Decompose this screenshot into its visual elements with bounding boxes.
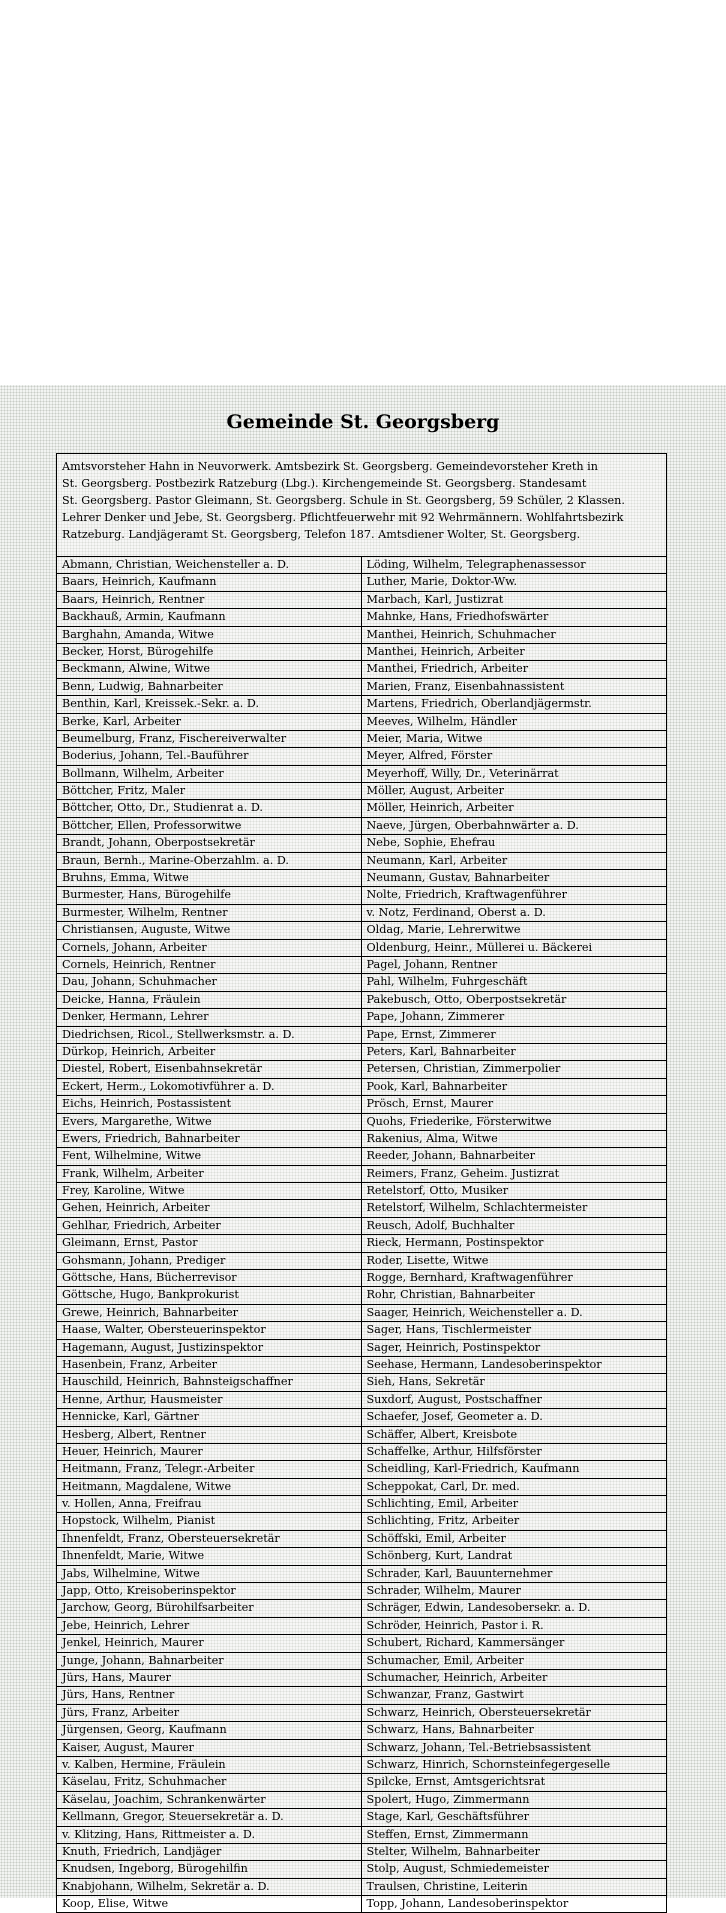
left-column-entry: Eichs, Heinrich, Postassistent — [57, 1096, 362, 1112]
left-column-entry: Heitmann, Franz, Telegr.-Arbeiter — [57, 1461, 362, 1477]
left-column-entry: Baars, Heinrich, Rentner — [57, 592, 362, 608]
right-column-entry: Stelter, Wilhelm, Bahnarbeiter — [366, 1844, 540, 1858]
right-column-entry: Schröder, Heinrich, Pastor i. R. — [366, 1618, 544, 1632]
table-row — [57, 1444, 666, 1461]
right-column-entry: Pahl, Wilhelm, Fuhrgeschäft — [366, 975, 528, 989]
left-column-entry: Kaiser, August, Maurer — [57, 1740, 362, 1756]
right-column-entry: Naeve, Jürgen, Oberbahnwärter a. D. — [366, 818, 579, 832]
right-column-entry: Sieh, Hans, Sekretär — [366, 1375, 485, 1389]
table-row — [57, 887, 666, 904]
right-column-entry: Manthei, Heinrich, Arbeiter — [366, 644, 525, 658]
right-column-entry: Schwanzar, Franz, Gastwirt — [366, 1688, 524, 1702]
intro-line: Ratzeburg. Landjägeramt St. Georgsberg, Telefon 187. Amtsdiener Wolter, St. Georgsberg. — [62, 528, 581, 541]
left-column-entry: Bruhns, Emma, Witwe — [57, 870, 362, 886]
left-column-entry: Barghahn, Amanda, Witwe — [57, 627, 362, 643]
table-row — [57, 853, 666, 870]
right-column-entry: Suxdorf, August, Postschaffner — [366, 1392, 542, 1406]
left-column-entry: Cornels, Heinrich, Rentner — [57, 957, 362, 973]
left-column-entry: Diestel, Robert, Eisenbahnsekretär — [57, 1061, 362, 1077]
table-row — [57, 1235, 666, 1252]
right-column-entry: Steffen, Ernst, Zimmermann — [366, 1827, 529, 1841]
left-column-entry: Böttcher, Otto, Dr., Studienrat a. D. — [57, 800, 362, 816]
table-row — [57, 1879, 666, 1896]
left-column-entry: Koop, Elise, Witwe — [57, 1896, 362, 1912]
left-column-entry: Frey, Karoline, Witwe — [57, 1183, 362, 1199]
table-row — [57, 609, 666, 626]
left-column-entry: Kellmann, Gregor, Steuersekretär a. D. — [57, 1809, 362, 1825]
right-column-entry: Stage, Karl, Geschäftsführer — [366, 1810, 529, 1824]
right-column-entry: Rakenius, Alma, Witwe — [366, 1131, 498, 1145]
right-column-entry: Manthei, Heinrich, Schuhmacher — [366, 627, 556, 641]
intro-line: Lehrer Denker und Jebe, St. Georgsberg. Pflichtfeuerwehr mit 92 Wehrmännern. Wohlfahrtsbezirk — [62, 511, 624, 524]
table-row — [57, 1774, 666, 1791]
left-column-entry: Heuer, Heinrich, Maurer — [57, 1444, 362, 1460]
table-row — [57, 1740, 666, 1757]
right-column-entry: Schlichting, Fritz, Arbeiter — [366, 1514, 520, 1528]
left-column-entry: Dau, Johann, Schuhmacher — [57, 974, 362, 990]
right-column-entry: Scheidling, Karl-Friedrich, Kaufmann — [366, 1462, 580, 1476]
table-row — [57, 1270, 666, 1287]
left-column-entry: Burmester, Wilhelm, Rentner — [57, 905, 362, 921]
table-row — [57, 818, 666, 835]
right-column-entry: Spilcke, Ernst, Amtsgerichtsrat — [366, 1775, 546, 1789]
right-column-entry: v. Notz, Ferdinand, Oberst a. D. — [366, 905, 546, 919]
right-column-entry: Marbach, Karl, Justizrat — [366, 592, 504, 606]
left-column-entry: Japp, Otto, Kreisoberinspektor — [57, 1583, 362, 1599]
right-column-entry: Reusch, Adolf, Buchhalter — [366, 1218, 515, 1232]
table-row — [57, 644, 666, 661]
left-column-entry: Christiansen, Auguste, Witwe — [57, 922, 362, 938]
right-column-entry: Spolert, Hugo, Zimmermann — [366, 1792, 530, 1806]
right-column-entry: Meyer, Alfred, Förster — [366, 749, 493, 763]
table-row — [57, 1131, 666, 1148]
table-row — [57, 1409, 666, 1426]
right-column-entry: Meeves, Wilhelm, Händler — [366, 714, 517, 728]
right-column-entry: Neumann, Gustav, Bahnarbeiter — [366, 871, 550, 885]
right-column-entry: Luther, Marie, Doktor-Ww. — [366, 575, 518, 589]
left-column-entry: Jürs, Franz, Arbeiter — [57, 1705, 362, 1721]
left-column-entry: Knuth, Friedrich, Landjäger — [57, 1844, 362, 1860]
right-column-entry: Mahnke, Hans, Friedhofswärter — [366, 610, 549, 624]
table-row — [57, 748, 666, 765]
left-column-entry: Gohsmann, Johann, Prediger — [57, 1253, 362, 1269]
table-row — [57, 1183, 666, 1200]
left-column-entry: Hagemann, August, Justizinspektor — [57, 1340, 362, 1356]
table-row — [57, 1548, 666, 1565]
right-column-entry: Saager, Heinrich, Weichensteller a. D. — [366, 1305, 583, 1319]
table-row — [57, 1827, 666, 1844]
table-row — [57, 1166, 666, 1183]
left-column-entry: Beckmann, Alwine, Witwe — [57, 661, 362, 677]
table-row — [57, 1705, 666, 1722]
left-column-entry: Knabjohann, Wilhelm, Sekretär a. D. — [57, 1879, 362, 1895]
right-column-entry: Schönberg, Kurt, Landrat — [366, 1549, 513, 1563]
right-column-entry: Schäffer, Albert, Kreisbote — [366, 1427, 518, 1441]
table-row — [57, 974, 666, 991]
intro-line: St. Georgsberg. Postbezirk Ratzeburg (Lbg.). Kirchengemeinde St. Georgsberg. Standesamt — [62, 477, 587, 490]
intro-box — [56, 453, 667, 556]
right-column-entry: Schwarz, Heinrich, Obersteuersekretär — [366, 1705, 591, 1719]
left-column-entry: Backhauß, Armin, Kaufmann — [57, 609, 362, 625]
right-column-entry: Schwarz, Hans, Bahnarbeiter — [366, 1723, 534, 1737]
left-column-entry: Deicke, Hanna, Fräulein — [57, 992, 362, 1008]
right-column-entry: Reeder, Johann, Bahnarbeiter — [366, 1149, 535, 1163]
right-column-entry: Topp, Johann, Landesoberinspektor — [366, 1897, 569, 1911]
left-column-entry: Böttcher, Fritz, Maler — [57, 783, 362, 799]
table-row — [57, 957, 666, 974]
table-row — [57, 1340, 666, 1357]
table-row — [57, 1114, 666, 1131]
left-column-entry: v. Klitzing, Hans, Rittmeister a. D. — [57, 1827, 362, 1843]
right-column-entry: Schumacher, Heinrich, Arbeiter — [366, 1671, 548, 1684]
table-row — [57, 1218, 666, 1235]
table-row — [57, 1635, 666, 1652]
left-column-entry: Hesberg, Albert, Rentner — [57, 1427, 362, 1443]
right-column-entry: Schwarz, Johann, Tel.-Betriebsassistent — [366, 1740, 592, 1754]
left-column-entry: Jarchow, Georg, Bürohilfsarbeiter — [57, 1600, 362, 1616]
left-column-entry: Ihnenfeldt, Marie, Witwe — [57, 1548, 362, 1564]
left-column-entry: Fent, Wilhelmine, Witwe — [57, 1148, 362, 1164]
left-column-entry: Jürs, Hans, Rentner — [57, 1687, 362, 1703]
left-column-entry: Dürkop, Heinrich, Arbeiter — [57, 1044, 362, 1060]
right-column-entry: Oldenburg, Heinr., Müllerei u. Bäckerei — [366, 940, 593, 954]
right-column-entry: Prösch, Ernst, Maurer — [366, 1097, 494, 1111]
left-column-entry: Jürgensen, Georg, Kaufmann — [57, 1722, 362, 1738]
left-column-entry: Gehlhar, Friedrich, Arbeiter — [57, 1218, 362, 1234]
right-column-entry: Scheppokat, Carl, Dr. med. — [366, 1479, 520, 1493]
left-column-entry: Bollmann, Wilhelm, Arbeiter — [57, 766, 362, 782]
table-row — [57, 940, 666, 957]
left-column-entry: Haase, Walter, Obersteuerinspektor — [57, 1322, 362, 1338]
table-row — [57, 1513, 666, 1530]
table-row — [57, 1148, 666, 1165]
right-column-entry: Schaffelke, Arthur, Hilfsförster — [366, 1444, 542, 1458]
left-column-entry: Käselau, Fritz, Schuhmacher — [57, 1774, 362, 1790]
left-column-entry: Jürs, Hans, Maurer — [57, 1670, 362, 1686]
right-column-entry: Schräger, Edwin, Landesobersekr. a. D. — [366, 1601, 591, 1615]
table-row — [57, 783, 666, 800]
left-column-entry: Jebe, Heinrich, Lehrer — [57, 1618, 362, 1634]
table-row — [57, 1722, 666, 1739]
table-row — [57, 870, 666, 887]
right-column-entry: Meier, Maria, Witwe — [366, 731, 483, 745]
table-row — [57, 835, 666, 852]
table-row — [57, 1531, 666, 1548]
left-column-entry: Grewe, Heinrich, Bahnarbeiter — [57, 1305, 362, 1321]
left-column-entry: Hennicke, Karl, Gärtner — [57, 1409, 362, 1425]
left-column-entry: Heitmann, Magdalene, Witwe — [57, 1479, 362, 1495]
right-column-entry: Roder, Lisette, Witwe — [366, 1253, 489, 1267]
right-column-entry: Nebe, Sophie, Ehefrau — [366, 836, 496, 850]
right-column-entry: Schlichting, Emil, Arbeiter — [366, 1497, 519, 1511]
left-column-entry: v. Hollen, Anna, Freifrau — [57, 1496, 362, 1512]
left-column-entry: Braun, Bernh., Marine-Oberzahlm. a. D. — [57, 853, 362, 869]
intro-line: Amtsvorsteher Hahn in Neuvorwerk. Amtsbezirk St. Georgsberg. Gemeindevorsteher Kreth in — [62, 460, 598, 473]
left-column-entry: Berke, Karl, Arbeiter — [57, 714, 362, 730]
table-row — [57, 574, 666, 591]
left-column-entry: Gleimann, Ernst, Pastor — [57, 1235, 362, 1251]
left-column-entry: Ewers, Friedrich, Bahnarbeiter — [57, 1131, 362, 1147]
right-column-entry: Martens, Friedrich, Oberlandjägermstr. — [366, 697, 592, 711]
right-column-entry: Rieck, Hermann, Postinspektor — [366, 1236, 544, 1250]
table-row — [57, 992, 666, 1009]
table-row — [57, 1479, 666, 1496]
table-row — [57, 1757, 666, 1774]
left-column-entry: Abmann, Christian, Weichensteller a. D. — [57, 557, 362, 573]
left-column-entry: Böttcher, Ellen, Professorwitwe — [57, 818, 362, 834]
left-column-entry: Jenkel, Heinrich, Maurer — [57, 1635, 362, 1651]
right-column-entry: Retelstorf, Wilhelm, Schlachtermeister — [366, 1201, 588, 1215]
left-column-entry: Burmester, Hans, Bürogehilfe — [57, 887, 362, 903]
table-row — [57, 1844, 666, 1861]
table-row — [57, 1583, 666, 1600]
right-column-entry: Pook, Karl, Bahnarbeiter — [366, 1079, 508, 1093]
left-column-entry: Beumelburg, Franz, Fischereiverwalter — [57, 731, 362, 747]
table-row — [57, 1861, 666, 1878]
table-row — [57, 1027, 666, 1044]
right-column-entry: Reimers, Franz, Geheim. Justizrat — [366, 1166, 560, 1180]
right-column-entry: Pakebusch, Otto, Oberpostsekretär — [366, 992, 567, 1006]
left-column-entry: Hasenbein, Franz, Arbeiter — [57, 1357, 362, 1373]
table-row — [57, 1687, 666, 1704]
right-column-entry: Schaefer, Josef, Geometer a. D. — [366, 1410, 543, 1424]
table-row — [57, 1079, 666, 1096]
resident-table — [56, 556, 667, 1913]
left-column-entry: Brandt, Johann, Oberpostsekretär — [57, 835, 362, 851]
table-row — [57, 1809, 666, 1826]
table-row — [57, 592, 666, 609]
right-column-entry: Neumann, Karl, Arbeiter — [366, 853, 508, 867]
table-row — [57, 1009, 666, 1026]
right-column-entry: Rogge, Bernhard, Kraftwagenführer — [366, 1271, 573, 1285]
table-row — [57, 1305, 666, 1322]
table-row — [57, 1096, 666, 1113]
right-column-entry: Möller, Heinrich, Arbeiter — [366, 801, 514, 815]
table-row — [57, 1496, 666, 1513]
left-column-entry: Diedrichsen, Ricol., Stellwerksmstr. a. D. — [57, 1027, 362, 1043]
right-column-entry: Manthei, Friedrich, Arbeiter — [366, 662, 529, 676]
right-column-entry: Traulsen, Christine, Leiterin — [366, 1879, 528, 1893]
right-column-entry: Schubert, Richard, Kammersänger — [366, 1636, 565, 1650]
left-column-entry: Denker, Hermann, Lehrer — [57, 1009, 362, 1025]
left-column-entry: Hopstock, Wilhelm, Pianist — [57, 1513, 362, 1529]
right-column-entry: Rohr, Christian, Bahnarbeiter — [366, 1288, 535, 1302]
table-row — [57, 661, 666, 678]
table-row — [57, 800, 666, 817]
table-row — [57, 1461, 666, 1478]
table-row — [57, 731, 666, 748]
right-column-entry: Retelstorf, Otto, Musiker — [366, 1184, 509, 1198]
table-row — [57, 557, 666, 574]
table-row — [57, 627, 666, 644]
right-column-entry: Schwarz, Hinrich, Schornsteinfegergeselle — [366, 1757, 611, 1771]
table-row — [57, 1200, 666, 1217]
right-column-entry: Peters, Karl, Bahnarbeiter — [366, 1044, 516, 1058]
table-row — [57, 1653, 666, 1670]
right-column-entry: Möller, August, Arbeiter — [366, 784, 504, 798]
left-column-entry: Henne, Arthur, Hausmeister — [57, 1392, 362, 1408]
right-column-entry: Schöffski, Emil, Arbeiter — [366, 1531, 506, 1545]
table-row — [57, 679, 666, 696]
right-column-entry: Sager, Hans, Tischlermeister — [366, 1323, 532, 1337]
table-row — [57, 1600, 666, 1617]
table-row — [57, 1670, 666, 1687]
left-column-entry: Baars, Heinrich, Kaufmann — [57, 574, 362, 590]
table-row — [57, 696, 666, 713]
right-column-entry: Marien, Franz, Eisenbahnassistent — [366, 679, 565, 693]
table-row — [57, 1427, 666, 1444]
right-column-entry: Meyerhoff, Willy, Dr., Veterinärrat — [366, 766, 559, 780]
left-column-entry: Ihnenfeldt, Franz, Obersteuersekretär — [57, 1531, 362, 1547]
left-column-entry: Benn, Ludwig, Bahnarbeiter — [57, 679, 362, 695]
right-column-entry: Oldag, Marie, Lehrerwitwe — [366, 923, 521, 937]
right-column-entry: Nolte, Friedrich, Kraftwagenführer — [366, 888, 567, 902]
left-column-entry: Gehen, Heinrich, Arbeiter — [57, 1200, 362, 1216]
left-column-entry: Frank, Wilhelm, Arbeiter — [57, 1166, 362, 1182]
table-row — [57, 714, 666, 731]
left-column-entry: Eckert, Herm., Lokomotivführer a. D. — [57, 1079, 362, 1095]
table-row — [57, 1061, 666, 1078]
right-column-entry: Stolp, August, Schmiedemeister — [366, 1862, 549, 1876]
left-column-entry: Evers, Margarethe, Witwe — [57, 1114, 362, 1130]
left-column-entry: Knudsen, Ingeborg, Bürogehilfin — [57, 1861, 362, 1877]
right-column-entry: Pagel, Johann, Rentner — [366, 957, 498, 971]
table-row — [57, 905, 666, 922]
table-row — [57, 922, 666, 939]
table-row — [57, 1392, 666, 1409]
right-column-entry: Schrader, Karl, Bauunternehmer — [366, 1566, 553, 1580]
left-column-entry: Göttsche, Hugo, Bankprokurist — [57, 1287, 362, 1303]
right-column-entry: Schrader, Wilhelm, Maurer — [366, 1584, 521, 1598]
right-column-entry: Schumacher, Emil, Arbeiter — [366, 1653, 524, 1667]
left-column-entry: Käselau, Joachim, Schrankenwärter — [57, 1792, 362, 1808]
table-row — [57, 1566, 666, 1583]
right-column-entry: Löding, Wilhelm, Telegraphenassessor — [366, 558, 586, 571]
table-row — [57, 1044, 666, 1061]
table-row — [57, 1792, 666, 1809]
left-column-entry: Boderius, Johann, Tel.-Bauführer — [57, 748, 362, 764]
left-column-entry: Benthin, Karl, Kreissek.-Sekr. a. D. — [57, 696, 362, 712]
table-row — [57, 1357, 666, 1374]
left-column-entry: Hauschild, Heinrich, Bahnsteigschaffner — [57, 1374, 362, 1390]
table-row — [57, 1253, 666, 1270]
right-column-entry: Quohs, Friederike, Försterwitwe — [366, 1114, 552, 1128]
table-row — [57, 1896, 666, 1913]
right-column-entry: Sager, Heinrich, Postinspektor — [366, 1340, 541, 1354]
table-row — [57, 1374, 666, 1391]
right-column-entry: Petersen, Christian, Zimmerpolier — [366, 1062, 561, 1076]
table-row — [57, 766, 666, 783]
right-column-entry: Seehase, Hermann, Landesoberinspektor — [366, 1357, 602, 1371]
table-row — [57, 1322, 666, 1339]
left-column-entry: Göttsche, Hans, Bücherrevisor — [57, 1270, 362, 1286]
left-column-entry: v. Kalben, Hermine, Fräulein — [57, 1757, 362, 1773]
left-column-entry: Jabs, Wilhelmine, Witwe — [57, 1566, 362, 1582]
page-title: Gemeinde St. Georgsberg — [226, 411, 500, 433]
table-row — [57, 1618, 666, 1635]
left-column-entry: Junge, Johann, Bahnarbeiter — [57, 1653, 362, 1669]
left-column-entry: Cornels, Johann, Arbeiter — [57, 940, 362, 956]
right-column-entry: Pape, Ernst, Zimmerer — [366, 1027, 496, 1041]
table-row — [57, 1287, 666, 1304]
right-column-entry: Pape, Johann, Zimmerer — [366, 1010, 505, 1024]
intro-line: St. Georgsberg. Pastor Gleimann, St. Georgsberg. Schule in St. Georgsberg, 59 Schüler, 2 Klassen. — [62, 494, 625, 507]
left-column-entry: Becker, Horst, Bürogehilfe — [57, 644, 362, 660]
